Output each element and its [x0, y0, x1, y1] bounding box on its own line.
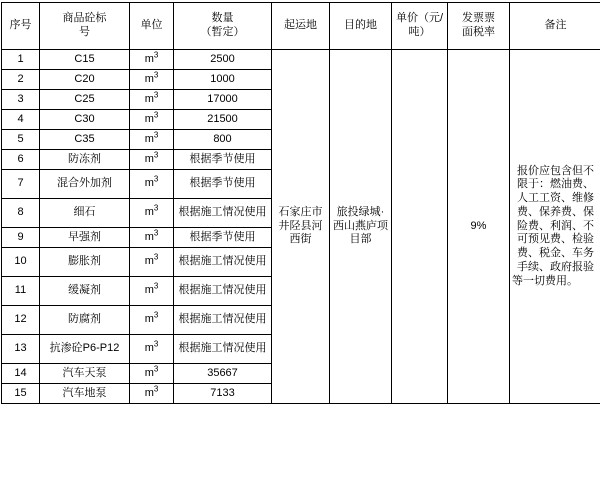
cell-product-grade: 早强剂 [40, 228, 130, 248]
cell-quantity: 根据季节使用 [174, 150, 272, 170]
cell-quantity: 根据施工情况使用 [174, 277, 272, 306]
header-tax-rate [448, 3, 510, 50]
cell-product-grade: 抗渗砼P6-P12 [40, 335, 130, 364]
header-unit-price-line1: 单价（元/ [394, 12, 445, 26]
cell-index: 8 [2, 199, 40, 228]
cell-ship-from: 石家庄市井陉县河西街 [272, 50, 330, 404]
cell-product-grade: C30 [40, 110, 130, 130]
cell-product-grade: C35 [40, 130, 130, 150]
cell-index: 11 [2, 277, 40, 306]
cell-unit: $m^3$ [130, 277, 174, 306]
cell-unit: $m^3$ [130, 384, 174, 404]
cell-quantity: 根据施工情况使用 [174, 335, 272, 364]
cell-quantity: 根据施工情况使用 [174, 248, 272, 277]
cell-unit: $m^3$ [130, 228, 174, 248]
header-destination: 目的地 [330, 3, 392, 50]
cell-remark: 报价应包含但不限于：燃油费、人工工资、维修费、保养费、保险费、利润、不可预见费、检验费、税金、车务手续、政府报验等一切费用。 [510, 50, 600, 404]
cell-unit: $m^3$ [130, 50, 174, 70]
cell-unit: $m^3$ [130, 335, 174, 364]
cell-index: 7 [2, 170, 40, 199]
cell-unit: $m^3$ [130, 170, 174, 199]
cell-unit: $m^3$ [130, 364, 174, 384]
cell-product-grade: 膨胀剂 [40, 248, 130, 277]
cell-product-grade: 混合外加剂 [40, 170, 130, 199]
table-row [2, 50, 600, 70]
header-quantity [174, 3, 272, 50]
cell-index: 12 [2, 306, 40, 335]
cell-product-grade: 防冻剂 [40, 150, 130, 170]
header-remark: 备注 [510, 3, 600, 50]
cell-quantity: 根据季节使用 [174, 228, 272, 248]
cell-quantity: 35667 [174, 364, 272, 384]
cell-index: 2 [2, 70, 40, 90]
cell-unit: $m^3$ [130, 306, 174, 335]
header-quantity-line2: （暂定） [176, 26, 269, 40]
header-ship-from: 起运地 [272, 3, 330, 50]
cell-index: 6 [2, 150, 40, 170]
cell-quantity: 21500 [174, 110, 272, 130]
header-unit-price [392, 3, 448, 50]
cell-index: 5 [2, 130, 40, 150]
cell-quantity: 根据施工情况使用 [174, 306, 272, 335]
header-product-grade-line1: 商品砼标 [42, 12, 127, 26]
cell-tax-rate: 9% [448, 50, 510, 404]
quotation-table [1, 2, 600, 404]
bid-quotation-sheet [0, 2, 600, 477]
cell-quantity: 17000 [174, 90, 272, 110]
cell-product-grade: C25 [40, 90, 130, 110]
cell-product-grade: 缓凝剂 [40, 277, 130, 306]
header-quantity-line1: 数量 [176, 12, 269, 26]
cell-index: 14 [2, 364, 40, 384]
header-row [2, 3, 600, 50]
table-header [2, 3, 600, 50]
cell-unit: $m^3$ [130, 248, 174, 277]
header-tax-rate-line2: 面税率 [450, 26, 507, 40]
header-product-grade-line2: 号 [42, 26, 127, 40]
cell-unit: $m^3$ [130, 90, 174, 110]
cell-unit: $m^3$ [130, 150, 174, 170]
cell-product-grade: 细石 [40, 199, 130, 228]
cell-unit: $m^3$ [130, 130, 174, 150]
cell-index: 13 [2, 335, 40, 364]
header-unit-price-line2: 吨） [394, 26, 445, 40]
cell-quantity: 800 [174, 130, 272, 150]
header-tax-rate-line1: 发票票 [450, 12, 507, 26]
cell-product-grade: 防腐剂 [40, 306, 130, 335]
cell-product-grade: C20 [40, 70, 130, 90]
cell-unit: $m^3$ [130, 199, 174, 228]
cell-destination: 旅投绿城·西山燕庐项目部 [330, 50, 392, 404]
cell-index: 3 [2, 90, 40, 110]
cell-index: 9 [2, 228, 40, 248]
cell-index: 10 [2, 248, 40, 277]
cell-product-grade: 汽车天泵 [40, 364, 130, 384]
cell-unit-price [392, 50, 448, 404]
cell-quantity: 7133 [174, 384, 272, 404]
cell-unit: $m^3$ [130, 70, 174, 90]
header-index: 序号 [2, 3, 40, 50]
header-product-grade [40, 3, 130, 50]
table-body [2, 50, 600, 404]
cell-quantity: 2500 [174, 50, 272, 70]
cell-index: 4 [2, 110, 40, 130]
cell-product-grade: C15 [40, 50, 130, 70]
cell-quantity: 根据季节使用 [174, 170, 272, 199]
header-unit: 单位 [130, 3, 174, 50]
cell-index: 15 [2, 384, 40, 404]
cell-product-grade: 汽车地泵 [40, 384, 130, 404]
cell-quantity: 1000 [174, 70, 272, 90]
cell-quantity: 根据施工情况使用 [174, 199, 272, 228]
cell-unit: $m^3$ [130, 110, 174, 130]
cell-index: 1 [2, 50, 40, 70]
